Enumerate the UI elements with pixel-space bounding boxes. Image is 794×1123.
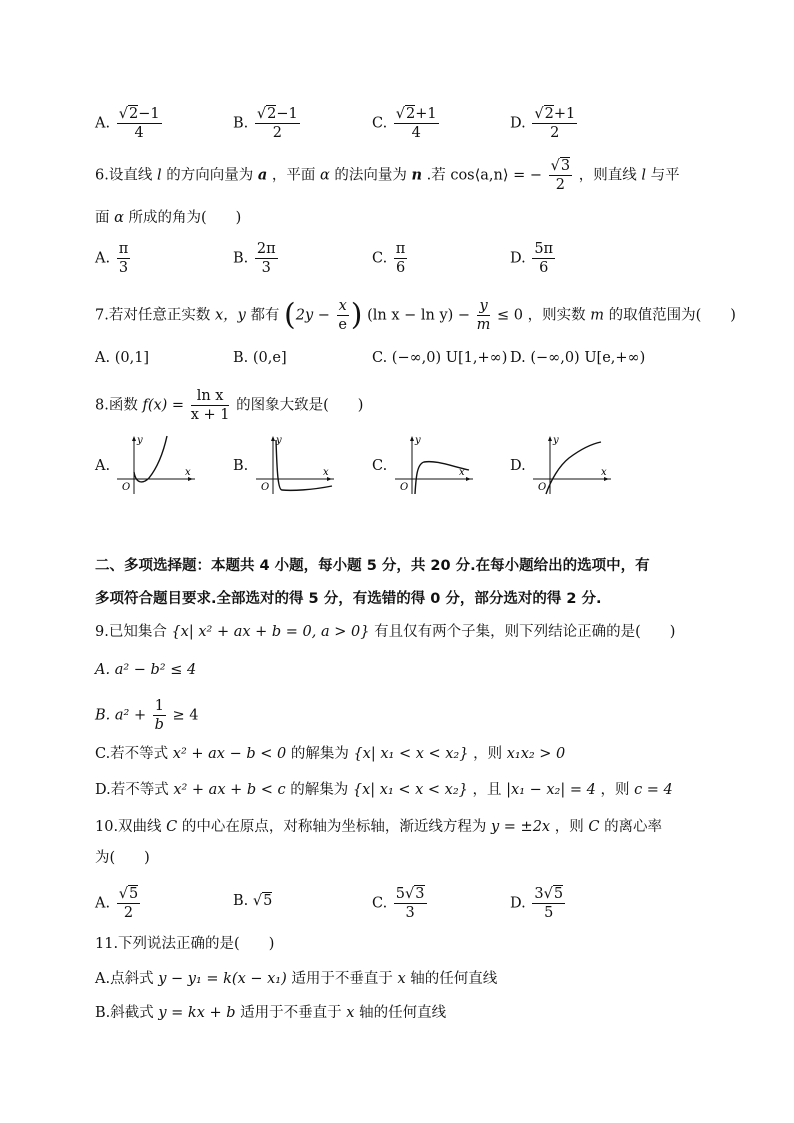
denominator: 6 xyxy=(395,260,406,276)
origin-label: O xyxy=(261,482,270,493)
option-text: (−∞,0) U[e,+∞) xyxy=(530,350,646,366)
denominator: 3 xyxy=(118,260,129,276)
denominator: 2 xyxy=(555,177,566,193)
radicand: 5 xyxy=(553,886,564,902)
curve xyxy=(546,442,601,494)
q7-option-c xyxy=(372,347,507,369)
radicand: 3 xyxy=(415,886,425,902)
numerator-rest: −1 xyxy=(276,106,298,122)
q7-fraction-x-over-e xyxy=(337,297,349,334)
q10-option-b: B. √5 xyxy=(233,893,273,909)
axis-x-label: x xyxy=(601,467,607,478)
q6-option-b xyxy=(233,240,280,277)
denominator: 4 xyxy=(411,125,421,141)
option-text: (0,1] xyxy=(114,350,150,366)
option-fraction: $\frac{√5}{2}$ xyxy=(118,886,139,921)
q5-option-a xyxy=(95,105,164,142)
q7-expr: (ln x − ln y) − xyxy=(367,307,471,324)
q9-option-a: A. a² − b² ≤ 4 xyxy=(95,662,197,678)
q6-expr: cos⟨a,n⟩ = − xyxy=(450,167,543,184)
q11-option-b xyxy=(95,1002,446,1024)
q10-option-c xyxy=(372,885,429,922)
q8-text: 的图象大致是( ) xyxy=(236,397,364,414)
y-axis-arrow xyxy=(271,436,275,441)
q9-text: 9.已知集合 xyxy=(95,624,167,640)
option-letter: C. xyxy=(372,895,388,912)
radicand: 2 xyxy=(406,106,416,122)
numerator: y xyxy=(477,297,491,316)
q6-var: l xyxy=(641,167,646,184)
option-letter: D. xyxy=(510,115,526,132)
q10-stem-line2: 为( ) xyxy=(95,850,150,866)
radicand: 5 xyxy=(128,886,139,902)
q9-stem xyxy=(95,621,675,643)
q9-fraction xyxy=(153,697,166,734)
axis-x-label: x xyxy=(459,467,465,478)
q7-vars: x，y xyxy=(214,307,246,324)
q9-expr: ≥ 4 xyxy=(172,707,199,724)
option-fraction: $\frac{√2-1}{4}$ xyxy=(118,106,160,141)
q9-expr: |x₁ − x₂| = 4 xyxy=(506,782,596,798)
q8-text: 8.函数 xyxy=(95,397,138,414)
q9-text: 的解集为 xyxy=(290,746,349,762)
q7-option-d xyxy=(510,347,645,369)
q6-text: ，平面 xyxy=(271,167,316,184)
y-axis-arrow xyxy=(410,436,414,441)
q8-graph-c xyxy=(391,432,476,497)
q11-var: x xyxy=(397,971,406,987)
numerator-rest: +1 xyxy=(415,106,437,122)
option-fraction xyxy=(255,240,278,277)
q7-text: 都有 xyxy=(250,307,280,324)
denominator: 2 xyxy=(272,125,282,141)
q8-fraction xyxy=(191,387,230,424)
axis-y-label: y xyxy=(553,435,559,446)
denominator: b xyxy=(154,717,164,733)
q7-text: 7.若对任意正实数 xyxy=(95,307,211,324)
denominator: 4 xyxy=(134,125,144,141)
q7-fraction-y-over-m xyxy=(477,297,491,334)
option-letter: A. xyxy=(95,250,111,267)
axis-x-label: x xyxy=(323,467,329,478)
radicand: 5 xyxy=(263,893,273,909)
x-axis-arrow xyxy=(466,477,471,481)
q11-text: 适用于不垂直于 xyxy=(291,971,393,987)
q11-text: 轴的任何直线 xyxy=(410,971,498,987)
q6-option-d xyxy=(510,240,557,277)
axis-y-label: y xyxy=(276,435,282,446)
q10-text: 的离心率 xyxy=(604,819,663,835)
q7-text: ，则实数 xyxy=(527,307,586,324)
radicand: 2 xyxy=(544,106,554,122)
q11-option-a xyxy=(95,968,497,990)
denominator: m xyxy=(476,317,491,333)
q11-stem: 11.下列说法正确的是( ) xyxy=(95,936,275,952)
q6-option-a xyxy=(95,240,132,277)
numerator: π xyxy=(118,241,129,257)
q9-text: ，则 xyxy=(600,782,630,798)
q9-text: D.若不等式 xyxy=(95,782,169,798)
q5-option-b xyxy=(233,105,302,142)
q6-var: n xyxy=(411,166,422,184)
q9-expr: c = 4 xyxy=(634,782,673,798)
q11-text: 适用于不垂直于 xyxy=(240,1005,342,1021)
q9-expr: x² + ax − b < 0 xyxy=(172,746,287,762)
denominator: e xyxy=(338,317,347,333)
q9-set: {x| x₁ < x < x₂} xyxy=(352,782,468,798)
q10-option-d xyxy=(510,885,567,922)
numerator-rest: −1 xyxy=(138,106,160,122)
option-fraction: $\frac{√2-1}{2}$ xyxy=(256,106,298,141)
option-fraction: $\frac{5√3}{3}$ xyxy=(395,886,425,921)
denominator: 3 xyxy=(261,260,271,276)
option-fraction xyxy=(117,240,131,277)
q9-set: {x| x² + ax + b = 0, a > 0} xyxy=(171,624,370,640)
q9-text: 的解集为 xyxy=(290,782,349,798)
q10-stem-line1 xyxy=(95,816,662,838)
q6-text: ，则直线 xyxy=(578,167,637,184)
q6-stem-line1 xyxy=(95,157,680,194)
coefficient: 5 xyxy=(395,886,406,902)
numerator: ln x xyxy=(191,387,230,406)
denominator: 6 xyxy=(539,260,549,276)
y-axis-arrow xyxy=(132,436,136,441)
q10-text: ，则 xyxy=(554,819,584,835)
y-axis-arrow xyxy=(548,436,552,441)
q6-text: 面 xyxy=(95,210,110,226)
denominator: 5 xyxy=(544,905,554,921)
q7-stem: 7.若对任意正实数 x，y 都有 (2y − $\frac{x}{e}$ ) (ln x − ln y) − $\frac{y}{m}$ ≤ 0 ，则实数 m 的取值范围为( ) xyxy=(95,297,736,333)
q6-text: 6.设直线 xyxy=(95,167,153,184)
denominator: 3 xyxy=(405,905,415,921)
q6-option-c xyxy=(372,240,409,277)
coefficient: 3 xyxy=(534,886,544,902)
origin-label: O xyxy=(122,482,131,493)
numerator: x xyxy=(338,298,347,314)
axis-y-label: y xyxy=(415,435,421,446)
q10-text: 的中心在原点，对称轴为坐标轴，渐近线方程为 xyxy=(181,819,487,835)
option-fraction xyxy=(394,240,408,277)
option-fraction: $\frac{√2+1}{4}$ xyxy=(395,106,437,141)
option-letter: A. xyxy=(95,115,111,132)
option-letter: C. xyxy=(372,115,388,132)
q10-text: 10.双曲线 xyxy=(95,819,162,835)
q7-option-a xyxy=(95,347,149,369)
numerator: 2π xyxy=(256,241,276,257)
q5-option-d xyxy=(510,105,579,142)
q6-text: .若 xyxy=(426,167,446,184)
axis-y-label: y xyxy=(137,435,143,446)
section-2-heading-line1: 二、多项选择题：本题共 4 小题，每小题 5 分，共 20 分.在每小题给出的选项中，有 xyxy=(95,558,650,574)
q6-var: α xyxy=(114,210,124,226)
q6-text: 所成的角为( ) xyxy=(128,210,242,226)
option-letter: D. xyxy=(510,458,526,474)
origin-label: O xyxy=(400,482,409,493)
q8-func: f(x) = xyxy=(142,397,185,414)
q9-text: C.若不等式 xyxy=(95,746,169,762)
option-letter: C. xyxy=(372,250,388,267)
numerator: π xyxy=(395,241,406,257)
numerator-rest: +1 xyxy=(553,106,576,122)
option-letter: B. xyxy=(233,350,249,366)
option-fraction: $\frac{√2+1}{2}$ xyxy=(534,106,576,141)
option-letter: B. xyxy=(233,250,249,267)
origin-label: O xyxy=(538,482,547,493)
option-letter: D. xyxy=(510,350,526,366)
option-letter: A. xyxy=(95,895,111,912)
option-text: (−∞,0) U[1,+∞) xyxy=(391,350,508,366)
curve xyxy=(276,440,332,490)
q10-var: C xyxy=(588,819,600,835)
radicand: 2 xyxy=(267,106,277,122)
q11-var: x xyxy=(346,1005,355,1021)
q9-option-c xyxy=(95,743,565,765)
q6-fraction: $\frac{√3}{2}$ xyxy=(550,158,571,193)
q9-text: ，则 xyxy=(473,746,503,762)
option-letter: A. xyxy=(95,458,111,474)
q11-text: 轴的任何直线 xyxy=(359,1005,447,1021)
q8-graph-b xyxy=(252,432,337,497)
q6-text: 与平 xyxy=(650,167,680,184)
q9-expr: x₁x₂ > 0 xyxy=(506,746,566,762)
q5-option-c xyxy=(372,105,441,142)
option-letter: B. xyxy=(233,893,249,909)
q7-text: 的取值范围为( ) xyxy=(608,307,736,324)
axis-x-label: x xyxy=(185,467,191,478)
q9-option-d xyxy=(95,779,673,801)
q6-text: 的方向向量为 xyxy=(166,167,254,184)
denominator: x + 1 xyxy=(190,407,230,423)
option-letter: D. xyxy=(510,895,526,912)
q11-expr: y = kx + b xyxy=(158,1005,236,1021)
option-fraction: $\frac{3√5}{5}$ xyxy=(534,886,564,921)
q7-option-b xyxy=(233,347,287,369)
q6-text: 的法向量为 xyxy=(334,167,407,184)
option-text: (0,e] xyxy=(252,350,287,366)
radicand: 2 xyxy=(128,106,139,122)
q11-expr: y − y₁ = k(x − x₁) xyxy=(158,971,287,987)
q8-graph-a xyxy=(113,432,198,497)
q6-var: a xyxy=(257,166,268,184)
q11-text: A.点斜式 xyxy=(95,971,154,987)
q11-text: B.斜截式 xyxy=(95,1005,154,1021)
denominator: 2 xyxy=(123,905,134,921)
q9-option-b xyxy=(95,697,199,734)
q8-graph-d xyxy=(529,432,614,497)
q9-set: {x| x₁ < x < x₂} xyxy=(353,746,469,762)
q9-expr: B. a² + xyxy=(95,707,147,724)
option-letter: C. xyxy=(372,350,388,366)
radicand: 3 xyxy=(560,158,571,174)
q10-var: C xyxy=(166,819,178,835)
q6-stem-line2 xyxy=(95,207,241,229)
q9-expr: x² + ax + b < c xyxy=(173,782,286,798)
denominator: 2 xyxy=(550,125,560,141)
option-letter: B. xyxy=(233,115,249,132)
q9-text: 有且仅有两个子集，则下列结论正确的是( ) xyxy=(374,624,676,640)
q6-var: α xyxy=(319,167,330,184)
option-letter: C. xyxy=(372,458,388,474)
option-fraction xyxy=(532,240,555,277)
q7-expr: ≤ 0 xyxy=(497,307,524,324)
section-2-heading-line2: 多项符合题目要求.全部选对的得 5 分，有选错的得 0 分，部分选对的得 2 分. xyxy=(95,591,602,607)
numerator: 1 xyxy=(154,698,164,714)
option-letter: D. xyxy=(510,250,526,267)
q6-var: l xyxy=(156,167,162,184)
option-letter: B. xyxy=(233,458,249,474)
q7-expr: 2y − xyxy=(295,307,330,324)
option-letter: A. xyxy=(95,350,111,366)
q10-expr: y = ±2x xyxy=(491,819,551,835)
q9-text: ，且 xyxy=(472,782,502,798)
q10-option-a xyxy=(95,885,142,922)
numerator: 5π xyxy=(534,241,554,257)
q8-stem xyxy=(95,387,363,424)
q7-var: m xyxy=(590,307,604,324)
